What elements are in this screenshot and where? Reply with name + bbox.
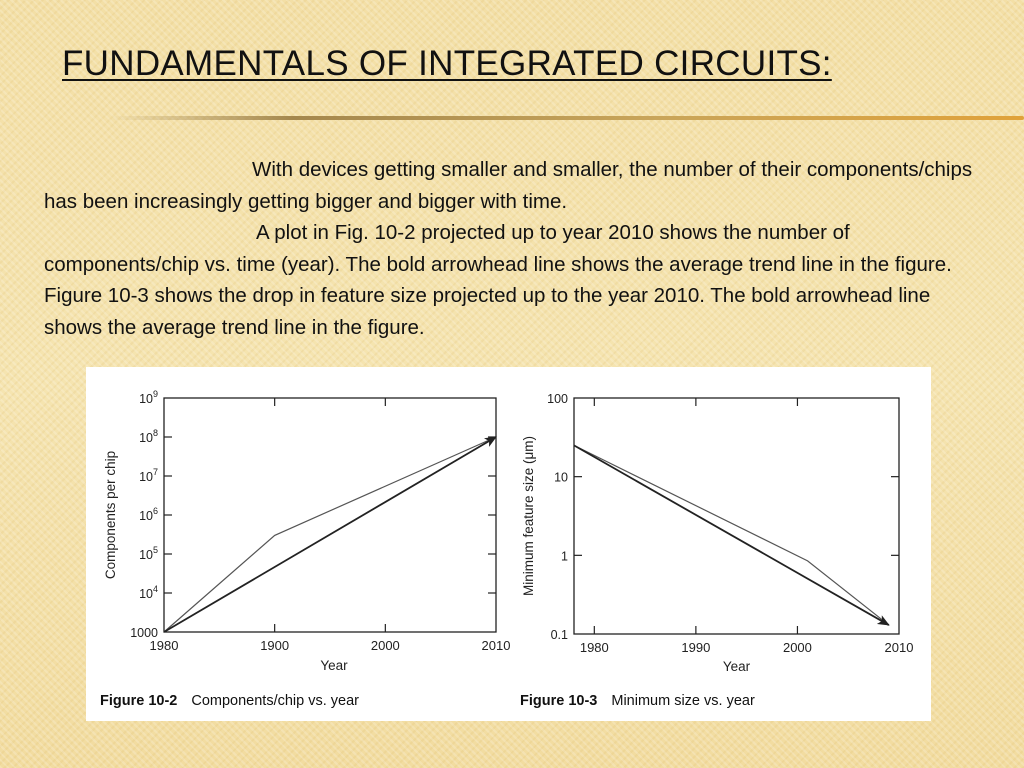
y-tick-label: 10 — [554, 470, 568, 485]
y-tick-label — [139, 506, 158, 523]
y-tick-base: 10 — [139, 470, 153, 484]
figure-caption-label: Figure 10-3 — [520, 693, 598, 709]
x-axis-label: Year — [722, 659, 751, 674]
y-tick-label — [139, 545, 158, 562]
figure-caption-text: Components/chip vs. year — [191, 693, 359, 709]
figure-caption — [100, 693, 359, 709]
body-text — [44, 154, 994, 343]
y-tick-base: 10 — [139, 548, 153, 562]
y-tick-label — [139, 467, 158, 484]
y-tick-exponent: 6 — [152, 506, 158, 516]
y-tick-label: 1 — [561, 549, 568, 564]
x-tick-label: 1980 — [149, 638, 179, 653]
y-tick-label — [139, 389, 158, 406]
y-tick-label: 0.1 — [550, 628, 568, 642]
y-axis-label: Components per chip — [103, 450, 118, 580]
figure-caption-label: Figure 10-2 — [100, 693, 178, 709]
plot-frame — [574, 398, 899, 634]
trend-line-arrow — [574, 445, 889, 625]
slide-title: FUNDAMENTALS OF INTEGRATED CIRCUITS: — [62, 44, 832, 83]
y-tick-label — [139, 584, 158, 601]
figure-panel — [86, 367, 931, 721]
x-axis-label: Year — [320, 658, 348, 673]
y-tick-exponent: 5 — [152, 545, 158, 555]
chart-minimum-feature-size — [520, 392, 913, 709]
x-tick-label: 1900 — [260, 638, 290, 653]
plot-frame — [164, 398, 496, 632]
figures-svg — [86, 367, 931, 721]
chart-components-per-chip — [100, 389, 510, 709]
x-tick-label: 1980 — [579, 640, 609, 655]
y-axis-label: Minimum feature size (μm) — [521, 435, 536, 597]
y-tick-exponent: 4 — [152, 584, 158, 594]
y-tick-base: 10 — [139, 587, 153, 601]
y-tick-label: 100 — [547, 392, 568, 406]
figure-caption — [520, 693, 755, 709]
y-tick-exponent: 9 — [152, 389, 158, 399]
y-tick-base: 1000 — [130, 626, 158, 640]
y-tick-exponent: 7 — [152, 467, 158, 477]
x-tick-label: 1990 — [681, 640, 711, 655]
y-tick-base: 10 — [139, 509, 153, 523]
x-tick-label: 2000 — [782, 640, 812, 655]
x-tick-label: 2010 — [481, 638, 511, 653]
trend-line-arrow — [164, 437, 496, 632]
paragraph-1: With devices getting smaller and smaller, the number of their components/chips has been increasingly getting bigger and bigger with time. — [44, 158, 973, 213]
x-tick-label: 2010 — [884, 640, 914, 655]
title-divider — [110, 116, 1024, 120]
y-tick-exponent: 8 — [152, 428, 158, 438]
y-tick-label — [139, 428, 158, 445]
figure-caption-text: Minimum size vs. year — [611, 693, 755, 709]
paragraph-2: A plot in Fig. 10-2 projected up to year 2010 shows the number of components/chip vs. time (year). The bold arrowhead line shows the average trend line in the figure. Figure 10-3 shows the drop in feature size projected up to the year 2010. The bold arrowhead line shows the average trend line in the figure. — [44, 221, 952, 339]
y-tick-base: 10 — [139, 431, 153, 445]
x-tick-label: 2000 — [370, 638, 400, 653]
y-tick-base: 10 — [139, 392, 153, 406]
